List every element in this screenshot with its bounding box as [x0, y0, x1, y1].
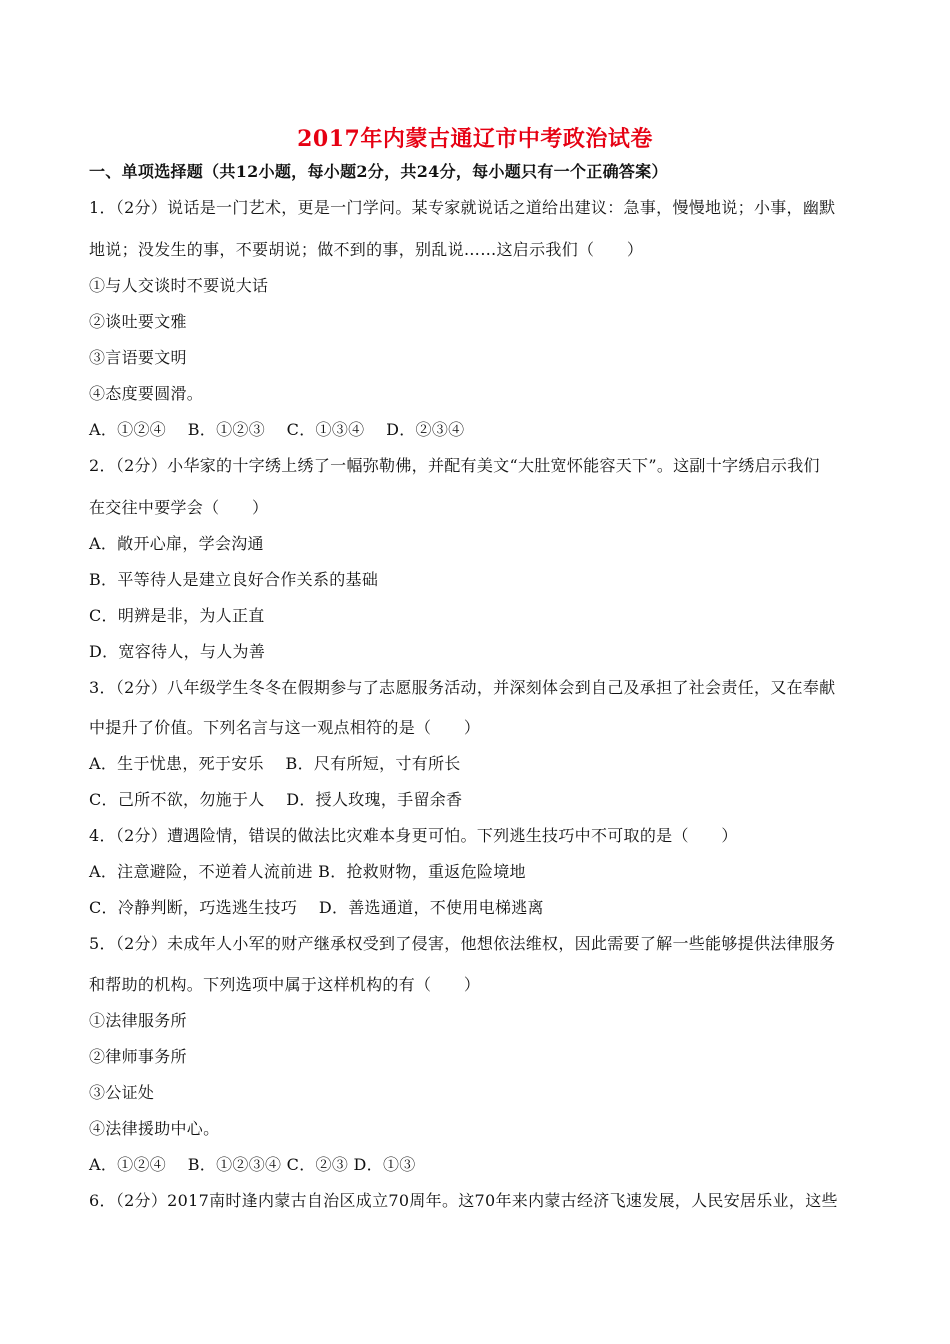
question-line: 在交往中要学会（ ）	[89, 498, 269, 517]
question-line: 地说；没发生的事，不要胡说；做不到的事，别乱说……这启示我们（ ）	[89, 240, 644, 259]
section-heading: 一、单项选择题（共12小题，每小题2分，共24分，每小题只有一个正确答案）	[89, 162, 668, 181]
option-line: ③言语要文明	[89, 348, 187, 367]
question-line: 4．（2分）遭遇险情，错误的做法比灾难本身更可怕。下列逃生技巧中不可取的是（ ）	[89, 826, 738, 845]
question-line: 3．（2分）八年级学生冬冬在假期参与了志愿服务活动，并深刻体会到自己及承担了社会责任，又在奉献	[89, 678, 836, 697]
answer-choices: C．己所不欲，勿施于人 D．授人玫瑰，手留余香	[89, 790, 463, 809]
answer-choice: C．明辨是非，为人正直	[89, 606, 265, 625]
answer-choices: A．①②④ B．①②③④ C．②③ D．①③	[89, 1155, 416, 1174]
question-line: 中提升了价值。下列名言与这一观点相符的是（ ）	[89, 718, 481, 737]
question-line: 6．（2分）2017南时逢内蒙古自治区成立70周年。这70年来内蒙古经济飞速发展，人民安居乐业，这些	[89, 1191, 838, 1210]
question-line: 5．（2分）未成年人小军的财产继承权受到了侵害，他想依法维权，因此需要了解一些能够提供法律服务	[89, 934, 836, 953]
option-line: ①法律服务所	[89, 1011, 187, 1030]
question-line: 1．（2分）说话是一门艺术，更是一门学问。某专家就说话之道给出建议：急事，慢慢地说；小事，幽默	[89, 198, 836, 217]
page-title: 2017年内蒙古通辽市中考政治试卷	[297, 126, 653, 152]
answer-choice: D．宽容待人，与人为善	[89, 642, 266, 661]
answer-choices: A．注意避险，不逆着人流前进 B．抢救财物，重返危险境地	[89, 862, 526, 881]
option-line: ①与人交谈时不要说大话	[89, 276, 269, 295]
option-line: ③公证处	[89, 1083, 155, 1102]
answer-choices: C．冷静判断，巧选逃生技巧 D．善选通道，不使用电梯逃离	[89, 898, 544, 917]
option-line: ④法律援助中心。	[89, 1119, 220, 1138]
answer-choice: A．敞开心扉，学会沟通	[89, 534, 264, 553]
question-line: 和帮助的机构。下列选项中属于这样机构的有（ ）	[89, 975, 481, 994]
answer-choices: A．生于忧患，死于安乐 B．尺有所短，寸有所长	[89, 754, 461, 773]
option-line: ②谈吐要文雅	[89, 312, 187, 331]
answer-choice: B．平等待人是建立良好合作关系的基础	[89, 570, 379, 589]
option-line: ②律师事务所	[89, 1047, 187, 1066]
question-line: 2．（2分）小华家的十字绣上绣了一幅弥勒佛，并配有美文“大肚宽怀能容天下”。这副十字绣启示我们	[89, 456, 820, 475]
option-line: ④态度要圆滑。	[89, 384, 204, 403]
answer-choices: A．①②④ B．①②③ C．①③④ D．②③④	[89, 420, 465, 439]
